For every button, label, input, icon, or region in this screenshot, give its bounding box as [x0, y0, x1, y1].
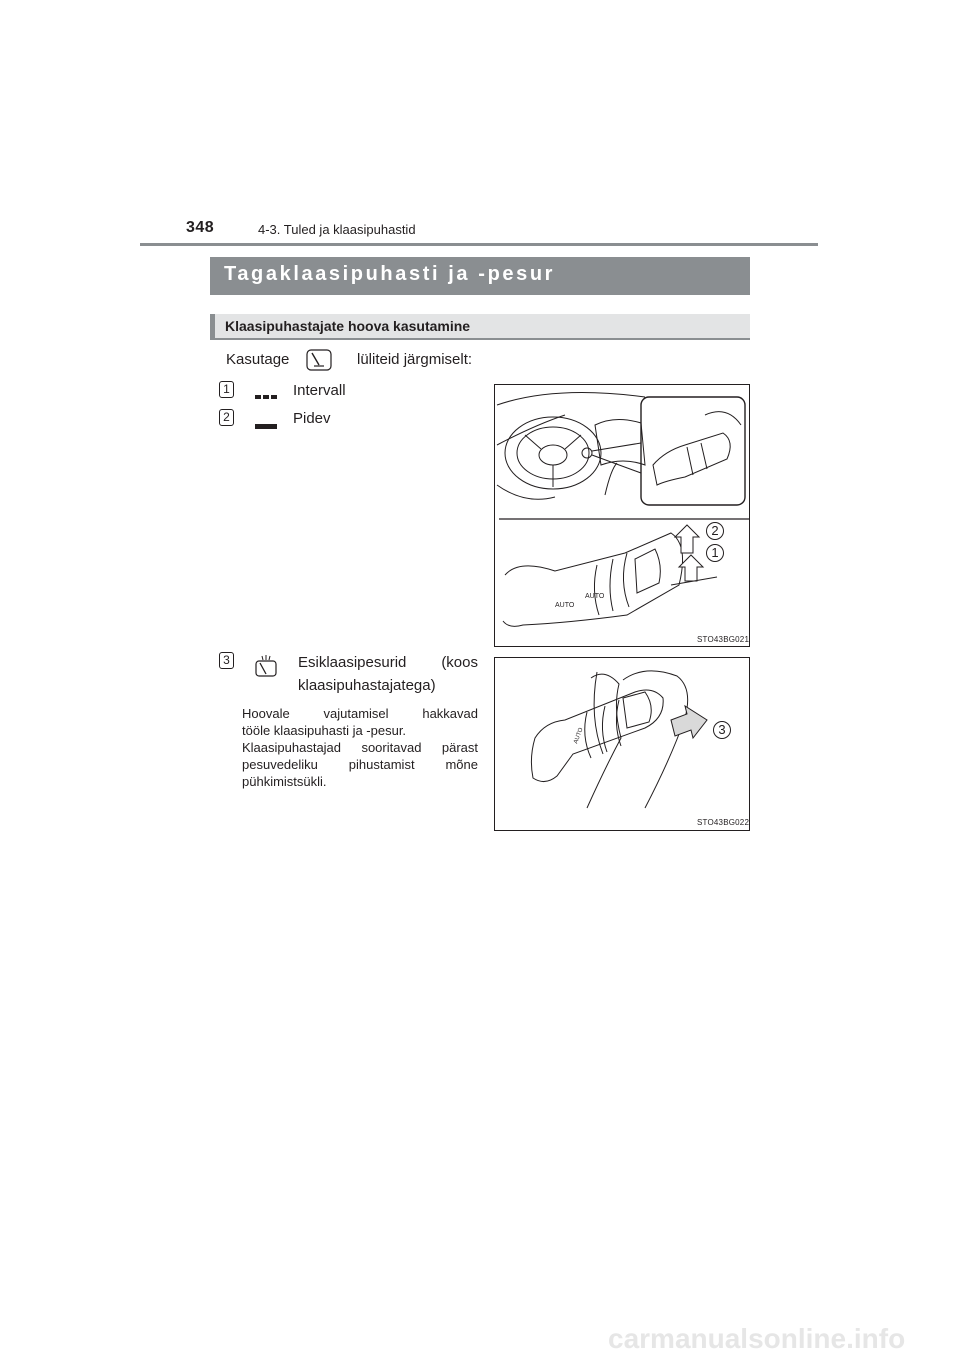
subsection-title: Klaasipuhastajate hoova kasutamine [225, 318, 471, 334]
subsection-bar [210, 314, 750, 340]
intro-text-after: lüliteid järgmiselt: [357, 351, 473, 368]
description-line: pühkimistsükli. [242, 774, 327, 789]
lever-auto-mark: AUTO [573, 727, 585, 745]
figure-washer-push [494, 657, 750, 831]
washer-push-illustration [495, 658, 749, 830]
continuous-icon [255, 416, 277, 421]
lever-auto-mark: AUTO [585, 593, 605, 600]
figure-code: STO43BG022 [697, 818, 750, 827]
item-number-1: 1 [219, 381, 234, 398]
item-number-2: 2 [219, 409, 234, 426]
washer-description [242, 705, 478, 790]
item-label-1: Intervall [293, 382, 346, 399]
description-line: tööle klaasipuhasti ja -pesur. [242, 723, 407, 738]
item-label-3-line1: Esiklaasipesurid (koos [298, 654, 478, 671]
description-line: pesuvedeliku pihustamist mõne [242, 757, 478, 772]
section-title-bar [210, 257, 750, 295]
callout-2: 2 [706, 522, 724, 540]
description-line: Hoovale vajutamisel hakkavad [242, 706, 478, 721]
subsection-accent [210, 314, 215, 338]
item-label-3-line2: klaasipuhastajatega) [298, 677, 436, 694]
figure-code: STO43BG021 [697, 635, 750, 644]
item-label-2: Pidev [293, 410, 331, 427]
header-rule [140, 243, 818, 246]
figure-lever-overview [494, 384, 750, 647]
watermark-text: carmanualsonline.info [608, 1323, 906, 1354]
page-number: 348 [186, 219, 215, 236]
rear-wiper-icon [306, 349, 332, 371]
callout-1: 1 [706, 544, 724, 562]
intermittent-icon [255, 387, 277, 393]
item-number-3: 3 [219, 652, 234, 669]
callout-3: 3 [713, 721, 731, 739]
lever-auto-mark-2: AUTO [555, 602, 575, 609]
intro-text-before: Kasutage [226, 351, 290, 368]
section-title: Tagaklaasipuhasti ja -pesur [224, 263, 556, 285]
description-line: Klaasipuhastajad sooritavad pärast [242, 740, 478, 755]
washer-icon [254, 655, 278, 677]
section-reference: 4-3. Tuled ja klaasipuhastid [258, 222, 416, 237]
watermark-logo [600, 1318, 960, 1358]
lever-overview-illustration [495, 385, 749, 646]
